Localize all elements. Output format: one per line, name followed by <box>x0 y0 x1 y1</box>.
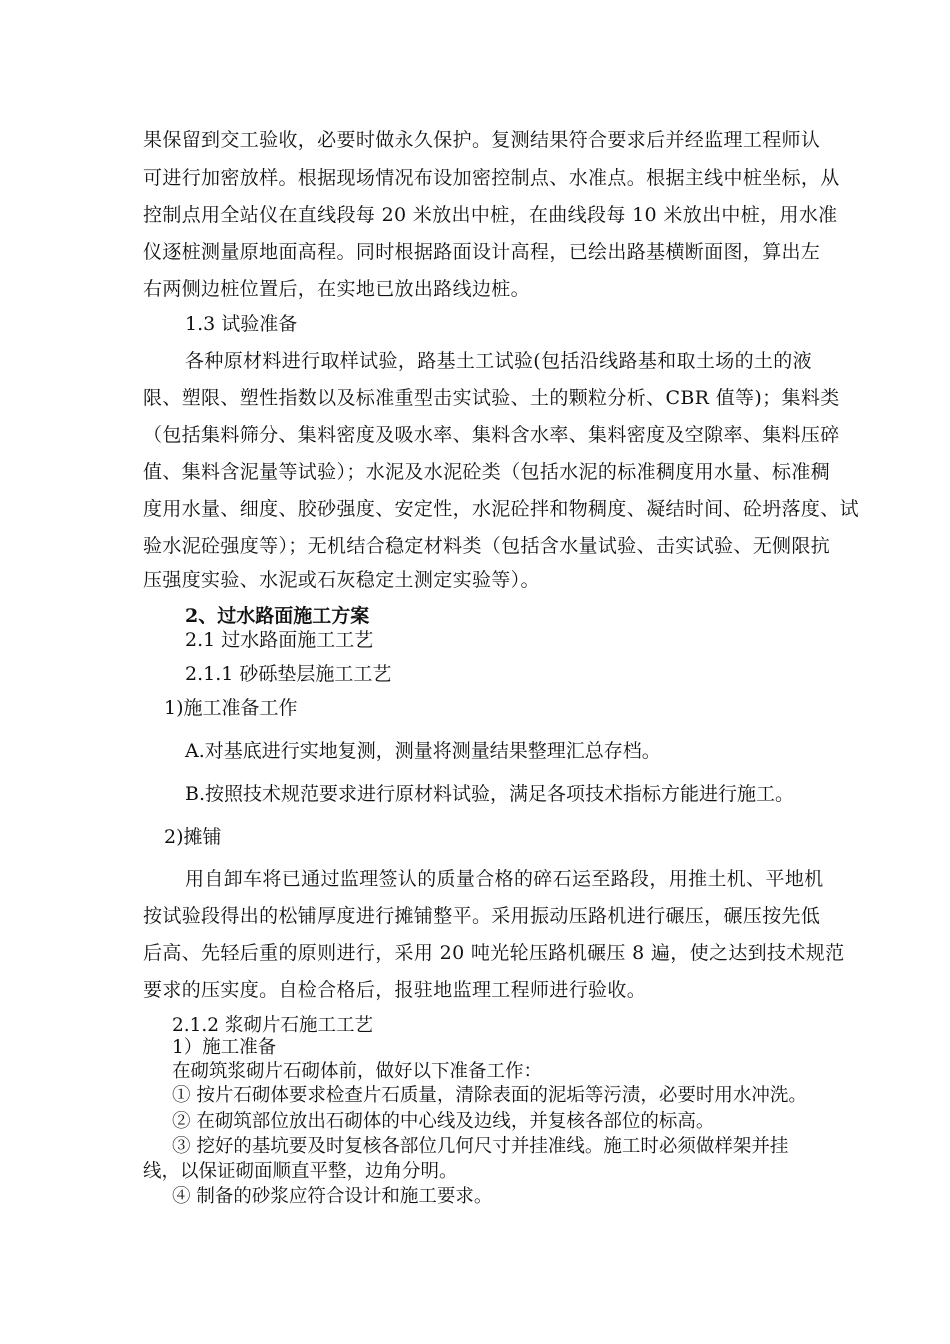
paragraph-line: 果保留到交工验收，必要时做永久保护。复测结果符合要求后并经监理工程师认 <box>143 129 821 151</box>
paragraph-line: 用自卸车将已通过监理签认的质量合格的碎石运至路段，用推土机、平地机 <box>185 868 824 890</box>
paragraph-line: 按试验段得出的松铺厚度进行摊铺整平。采用振动压路机进行碾压，碾压按先低 <box>143 905 821 927</box>
paragraph-line: 压强度实验、水泥或石灰稳定土测定实验等）。 <box>143 569 540 591</box>
section-heading-1-3: 1.3 试验准备 <box>185 313 298 335</box>
section-heading-2-1-2: 2.1.2 浆砌片石施工工艺 <box>172 1015 373 1036</box>
item-text: B.按照技术规范要求进行原材料试验，满足各项技术指标方能进行施工。 <box>185 783 795 805</box>
paragraph-line: 各种原材料进行取样试验，路基土工试验(包括沿线路基和取土场的土的液 <box>185 350 812 372</box>
section-heading-2-1: 2.1 过水路面施工工艺 <box>185 629 374 651</box>
numbered-item: ③ 挖好的基坑要及时复核各部位几何尺寸并挂准线。施工时必须做样架并挂 <box>172 1136 789 1157</box>
section-heading-2: 2、过水路面施工方案 <box>185 605 370 627</box>
item-heading: 1)施工准备工作 <box>164 697 298 719</box>
numbered-item: ② 在砌筑部位放出石砌体的中心线及边线，并复核各部位的标高。 <box>172 1111 715 1132</box>
paragraph-line: 度用水量、细度、胶砂强度、安定性，水泥砼拌和物稠度、凝结时间、砼坍落度、试 <box>143 498 859 520</box>
section-heading-2-1-1: 2.1.1 砂砾垫层施工工艺 <box>185 663 392 685</box>
paragraph-line: 仪逐桩测量原地面高程。同时根据路面设计高程，已绘出路基横断面图，算出左 <box>143 241 821 263</box>
paragraph-line: 要求的压实度。自检合格后，报驻地监理工程师进行验收。 <box>143 979 647 1001</box>
paragraph-line: 验水泥砼强度等）；无机结合稳定材料类（包括含水量试验、击实试验、无侧限抗 <box>143 535 831 557</box>
paragraph-line: 控制点用全站仪在直线段每 20 米放出中桩，在曲线段每 10 米放出中桩，用水准 <box>143 204 838 226</box>
paragraph-line: 可进行加密放样。根据现场情况布设加密控制点、水准点。根据主线中桩坐标，从 <box>143 167 840 189</box>
item-text: 在砌筑浆砌片石砌体前，做好以下准备工作： <box>172 1061 543 1082</box>
paragraph-line: 后高、先轻后重的原则进行，采用 20 吨光轮压路机碾压 8 遍，使之达到技术规范 <box>143 942 845 964</box>
item-heading: 2)摊铺 <box>164 826 222 848</box>
paragraph-line: 限、塑限、塑性指数以及标准重型击实试验、土的颗粒分析、CBR 值等)；集料类 <box>143 387 840 409</box>
numbered-item: ④ 制备的砂浆应符合设计和施工要求。 <box>172 1186 493 1207</box>
item-heading: 1）施工准备 <box>172 1037 277 1058</box>
paragraph-line: 值、集料含泥量等试验）；水泥及水泥砼类（包括水泥的标准稠度用水量、标准稠 <box>143 461 831 483</box>
item-text: A.对基底进行实地复测，测量将测量结果整理汇总存档。 <box>185 740 661 762</box>
numbered-item: ① 按片石砌体要求检查片石质量，清除表面的泥垢等污渍，必要时用水冲洗。 <box>172 1085 807 1106</box>
numbered-item-continuation: 线，以保证砌面顺直平整，边角分明。 <box>143 1161 458 1182</box>
paragraph-line: 右两侧边桩位置后，在实地已放出路线边桩。 <box>143 278 531 300</box>
paragraph-line: （包括集料筛分、集料密度及吸水率、集料含水率、集料密度及空隙率、集料压碎 <box>143 424 840 446</box>
